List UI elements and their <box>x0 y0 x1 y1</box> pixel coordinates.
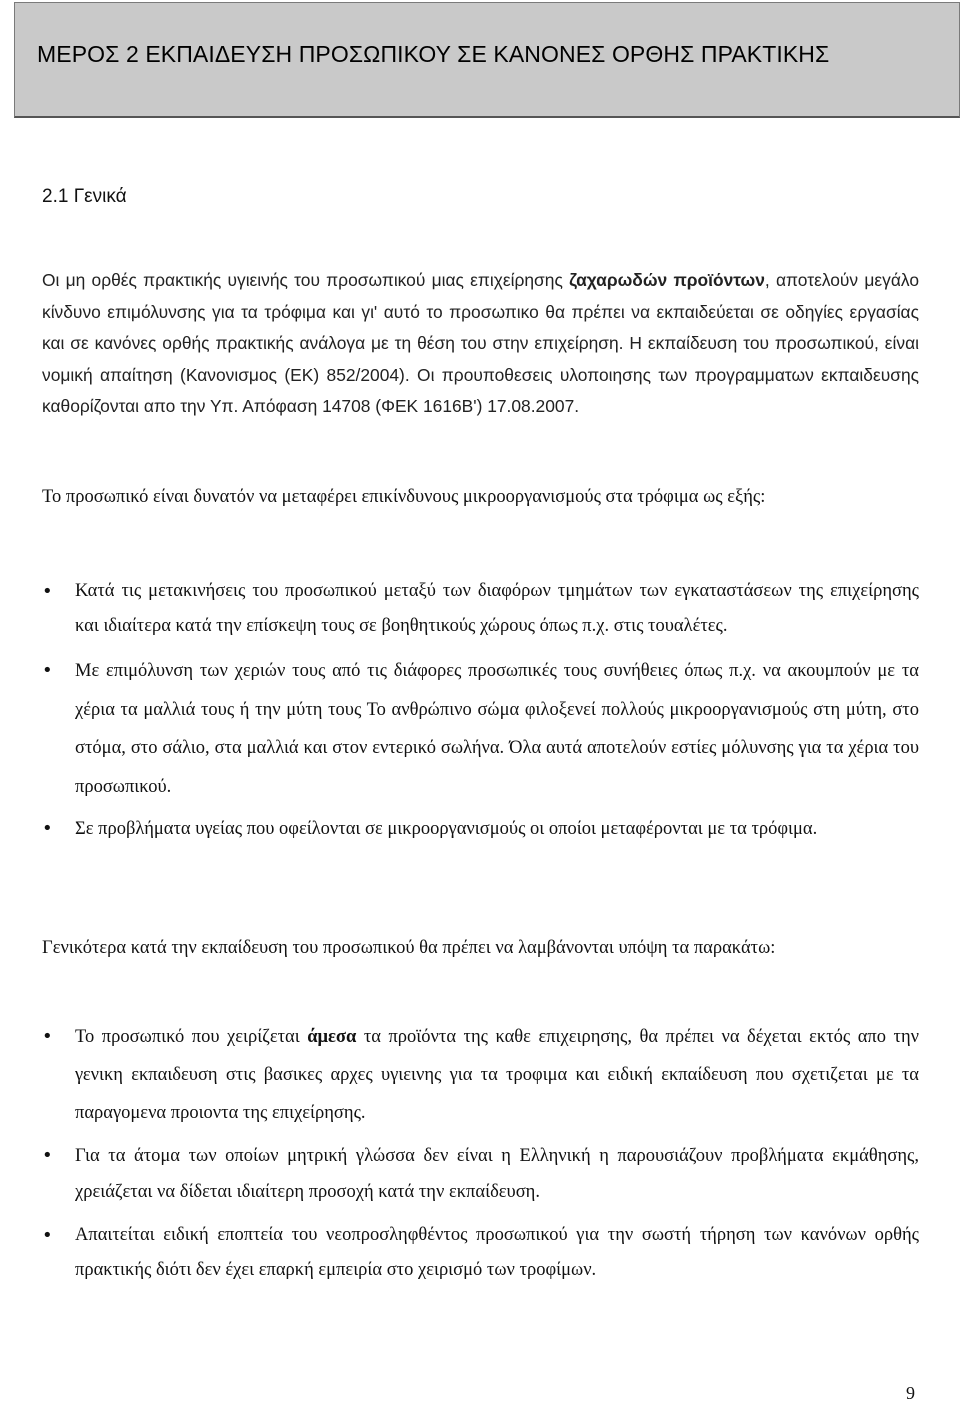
list-item <box>42 652 919 806</box>
paragraph-training: Γενικότερα κατά την εκπαίδευση του προσωπικού θα πρέπει να λαμβάνονται υπόψη τα παρακάτω: <box>42 938 776 958</box>
paragraph-intro <box>42 265 919 423</box>
header-box <box>14 2 960 118</box>
bullet-icon: • <box>42 818 53 839</box>
list-item <box>42 812 919 846</box>
list-item-text: Με επιμόλυνση των χεριών τους από τις διάφορες προσωπικές τους συνήθειες όπως π.χ. να ακουμπούν με τα χέρια τα μαλλιά τους ή την μύτη τους Το ανθρώπινο σώμα φιλοξενεί πολλούς μικροοργανισμούς στη μύτη, στο στόμα, στο σάλιο, στα μαλλιά και στον εντερικό σωλήνα. Όλα αυτά αποτελούν εστίες μόλυνσης για τα χέρια του προσωπικού. <box>75 661 919 797</box>
bullet-icon: • <box>42 660 53 681</box>
paragraph-transmission: Το προσωπικό είναι δυνατόν να μεταφέρει επικίνδυνους μικροοργανισμούς στα τρόφιμα ως εξής: <box>42 487 766 507</box>
list-item-text-1: Το προσωπικό που χειρίζεται <box>75 1027 308 1047</box>
bullet-icon: • <box>42 1026 53 1047</box>
page-title: ΜΕΡΟΣ 2 ΕΚΠΑΙΔΕΥΣΗ ΠΡΟΣΩΠΙΚΟΥ ΣΕ ΚΑΝΟΝΕΣ ΟΡΘΗΣ ΠΡΑΚΤΙΚΗΣ <box>37 41 830 67</box>
page-number: 9 <box>906 1383 915 1403</box>
section-heading: 2.1 Γενικά <box>42 186 127 207</box>
bullet-icon: • <box>42 1145 53 1166</box>
paragraph-intro-text-1: Οι μη ορθές πρακτικής υγιεινής του προσωπικού μιας επιχείρησης <box>42 270 570 290</box>
list-item <box>42 1018 919 1132</box>
bullet-icon: • <box>42 581 53 602</box>
paragraph-intro-bold: ζαχαρωδών προϊόντων <box>569 270 765 290</box>
training-list <box>42 1018 919 1288</box>
list-item-bold: άμεσα <box>307 1027 357 1047</box>
list-item-text-2: τα προϊόντα της καθε επιχειρησης, θα πρέπει να δέχεται εκτός απο την γενικη εκπαιδευση στις βασικες αρχες υγιεινης για τα τροφιμα και ειδική εκπαίδευση που σχετιζεται με τα παραγομενα προιοντα της επιχείρησης. <box>75 1027 919 1123</box>
list-item-text: Απαιτείται ειδική εποπτεία του νεοπροσληφθέντος προσωπικού για την σωστή τήρηση των κανόνων ορθής πρακτικής διότι δεν έχει επαρκή εμπειρία στο χειρισμό των τροφίμων. <box>75 1225 919 1280</box>
list-item <box>42 574 919 644</box>
list-item <box>42 1138 919 1210</box>
list-item-text: Σε προβλήματα υγείας που οφείλονται σε μικροοργανισμούς οι οποίοι μεταφέρονται με τα τρόφιμα. <box>75 819 818 839</box>
list-item-text: Για τα άτομα των οποίων μητρική γλώσσα δεν είναι η Ελληνική η παρουσιάζουν προβλήματα εκμάθησης, χρειάζεται να δίδεται ιδιαίτερη προσοχή κατά την εκπαίδευση. <box>75 1146 919 1202</box>
paragraph-intro-text-2: , αποτελούν μεγάλο κίνδυνο επιμόλυνσης για τα τρόφιμα και γι' αυτό το προσωπικο θα πρέπει να εκπαιδεύεται σε οδηγίες εργασίας και σε κανόνες ορθής πρακτικής ανάλογα με τη θέση του στην επιχείρηση. Η εκπαίδευση του προσωπικού, είναι νομική απαίτηση (Κανονισμος (ΕΚ) 852/2004). Οι προυποθεσεις υλοποιησης των προγραμματων εκπαιδευσης καθορίζονται απο την Υπ. Απόφαση 14708 (ΦΕΚ 1616Β') 17.08.2007. <box>42 270 919 417</box>
transmission-list <box>42 574 919 846</box>
bullet-icon: • <box>42 1225 53 1246</box>
list-item <box>42 1218 919 1288</box>
list-item-text: Κατά τις μετακινήσεις του προσωπικού μεταξύ των διαφόρων τμημάτων των εγκαταστάσεων της επιχείρησης και ιδιαίτερα κατά την επίσκεψη τους σε βοηθητικούς χώρους όπως π.χ. στις τουαλέτες. <box>75 581 919 636</box>
